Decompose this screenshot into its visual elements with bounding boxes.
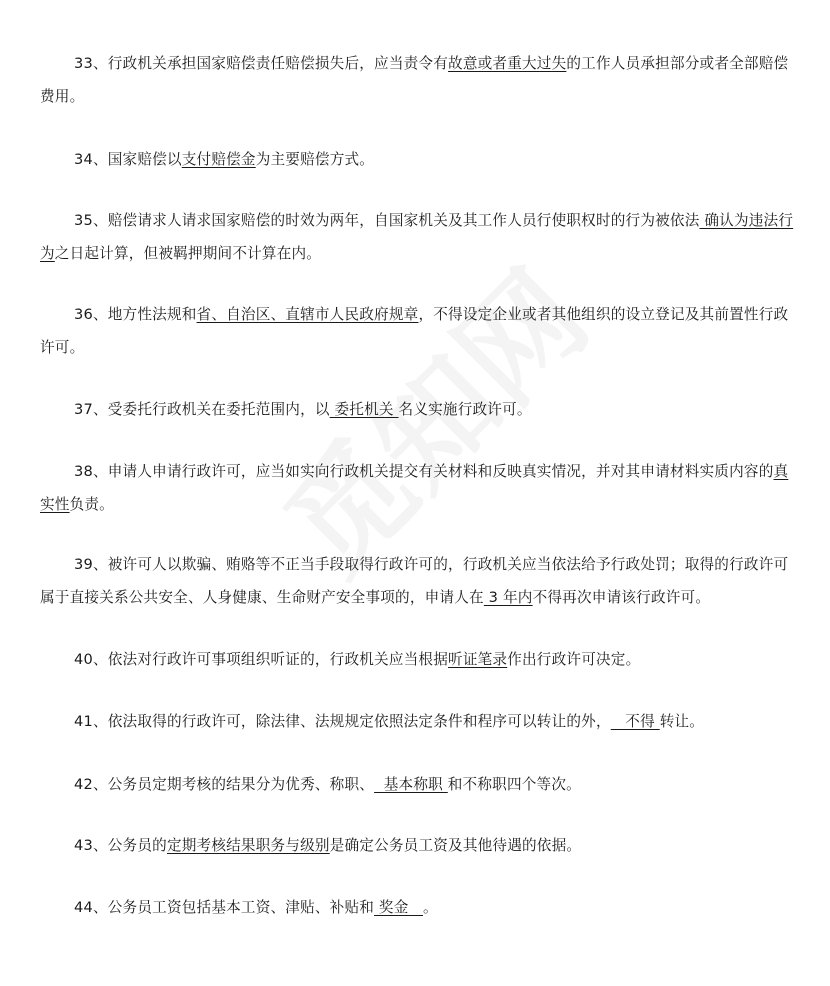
item-text: 38、申请人申请行政许可，应当如实向行政机关提交有关材料和反映真实情况，并对其申请材料实质内容的 (74, 463, 774, 480)
item-44 (40, 891, 795, 924)
item-text: 的工作人员承担部分或者全部赔偿费用。 (40, 55, 789, 105)
item-text: 44、公务员工资包括基本工资、津贴、补贴和 (74, 899, 375, 916)
item-answer: 3 年内 (483, 589, 533, 606)
item-text: 之日起计算，但被羁押期间不计算在内。 (54, 245, 322, 262)
item-answer: 定期考核结果职务与级别 (166, 837, 330, 854)
item-text: 33、行政机关承担国家赔偿责任赔偿损失后，应当责令有 (74, 55, 449, 72)
item-answer: 不得 (610, 713, 660, 730)
item-35 (40, 204, 795, 270)
item-text: 35、赔偿请求人请求国家赔偿的时效为两年，自国家机关及其工作人员行使职权时的行为被依法 (74, 212, 700, 229)
item-39 (40, 548, 795, 614)
item-text: 36、地方性法规和 (74, 306, 197, 323)
item-37 (40, 393, 795, 426)
item-36 (40, 298, 795, 364)
item-text: 负责。 (69, 496, 114, 513)
item-text: 作出行政许可决定。 (507, 651, 641, 668)
item-text: 名义实施行政许可。 (398, 401, 532, 418)
item-text: 。 (423, 899, 438, 916)
item-answer: 真实性 (40, 463, 789, 513)
item-answer: 省、自治区、直辖市人民政府规章 (196, 306, 419, 323)
item-answer: 支付赔偿金 (181, 151, 256, 168)
item-33 (40, 47, 795, 113)
item-text: 是确定公务员工资及其他待遇的依据。 (329, 837, 582, 854)
item-text: 34、国家赔偿以 (74, 151, 182, 168)
item-42 (40, 768, 795, 801)
item-text: 和不称职四个等次。 (447, 776, 581, 793)
item-answer: 委托机关 (329, 401, 399, 418)
item-text: 为主要赔偿方式。 (255, 151, 375, 168)
item-answer: 确认为违法行为 (40, 212, 794, 262)
item-text: 37、受委托行政机关在委托范围内，以 (74, 401, 330, 418)
item-40 (40, 643, 795, 676)
item-text: 转让。 (659, 713, 705, 730)
item-text: 不得再次申请该行政许可。 (532, 589, 711, 606)
item-text: ，不得设定企业或者其他组织的设立登记及其前置性行政许可。 (40, 306, 789, 356)
item-answer: 听证笔录 (448, 651, 508, 668)
item-text: 42、公务员定期考核的结果分为优秀、称职、 (74, 776, 375, 793)
item-text: 43、公务员的 (74, 837, 167, 854)
item-answer: 奖金 (374, 899, 424, 916)
item-text: 41、依法取得的行政许可，除法律、法规规定依照法定条件和程序可以转让的外， (74, 713, 611, 730)
item-answer: 基本称职 (374, 776, 448, 793)
item-38 (40, 455, 795, 521)
item-answer: 故意或者重大过失 (448, 55, 567, 72)
item-text: 39、被许可人以欺骗、贿赂等不正当手段取得行政许可的，行政机关应当依法给予行政处罚；取得的行政许可属于直接关系公共安全、人身健康、生命财产安全事项的，申请人在 (40, 556, 789, 606)
item-43 (40, 829, 795, 862)
item-41 (40, 705, 795, 738)
item-text: 40、依法对行政许可事项组织听证的，行政机关应当根据 (74, 651, 449, 668)
item-34 (40, 143, 795, 176)
